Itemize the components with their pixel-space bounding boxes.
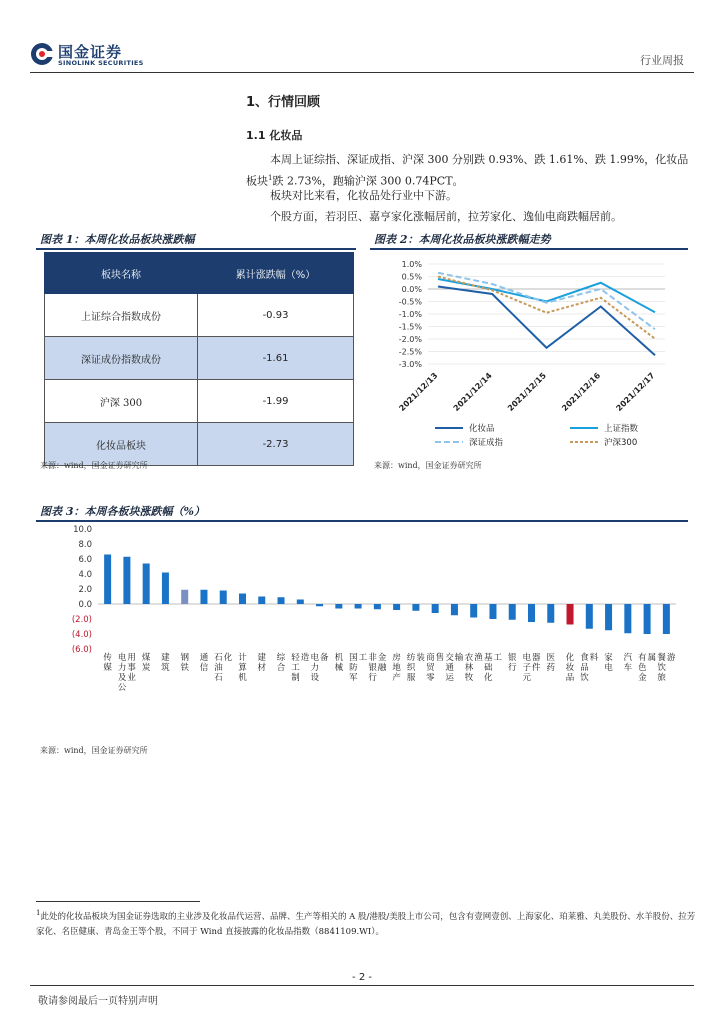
bar-chart-category-label: 有色金属 (638, 653, 657, 683)
bar-chart-category-label: 机械 (334, 653, 344, 673)
line-chart-ytick-label: -1.0% (398, 310, 422, 319)
bar-chart-ytick-label: 2.0 (78, 585, 92, 595)
line-chart-series-化妆品 (438, 287, 655, 356)
paragraph-3: 个股方面，若羽臣、嘉亨家化涨幅居前，拉芳家化、逸仙电商跌幅居前。 (270, 210, 622, 223)
para1-part-b: 跌 2.73%，跑输沪深 300 0.74PCT。 (272, 174, 464, 188)
fig1-row-value: -1.99 (198, 380, 354, 423)
line-chart-xtick-label: 2021/12/16 (560, 371, 603, 414)
paragraph-2: 板块对比来看，化妆品处行业中下游。 (270, 189, 457, 202)
fig2-source: 来源：wind，国金证券研究所 (374, 461, 482, 470)
line-chart-xtick-label: 2021/12/14 (451, 371, 494, 414)
bar-chart-category-label: 纺织服装 (406, 653, 425, 683)
fig1-title: 图表 1：本周化妆品板块涨跌幅 (40, 233, 195, 246)
line-chart-xtick-label: 2021/12/15 (505, 371, 548, 414)
bar-chart-category-label: 通信 (199, 653, 209, 673)
para1-part-a: 本周上证综指、深证成指、沪深 300 分别跌 0.93%、跌 1.61%、跌 1.99%，化妆品板块 (246, 153, 689, 188)
fig1-row-name: 沪深 300 (45, 380, 198, 423)
bar-chart-ytick-label: 6.0 (78, 555, 92, 565)
bar-chart-category-label: 房地产 (392, 653, 401, 683)
disclaimer: 敬请参阅最后一页特别声明 (38, 996, 158, 1007)
bar-chart-category-label: 国防军工 (349, 653, 368, 683)
fig1-row-name: 深证成份指数成份 (45, 337, 198, 380)
bar-chart-bar-医药 (547, 604, 554, 623)
bar-chart-bar-商贸零售 (432, 604, 439, 613)
bar-chart-category-label: 钢铁 (180, 653, 189, 673)
bar-chart-category-label: 建材 (257, 653, 267, 673)
report-type: 行业周报 (640, 54, 684, 67)
footnote-ref: 1 (268, 174, 273, 182)
bar-chart-category-label: 医药 (546, 653, 556, 673)
line-chart-legend-label: 化妆品 (469, 424, 495, 434)
bar-chart-bar-房地产 (393, 604, 400, 610)
fig3-source: 来源：wind，国金证券研究所 (40, 746, 148, 755)
fig1-title-rule (36, 248, 356, 250)
bar-chart-bar-电力及公用事业 (123, 557, 130, 604)
bar-chart-bar-电力设备 (316, 604, 323, 606)
line-chart-series-上证指数 (438, 279, 655, 312)
line-chart (370, 252, 688, 452)
line-chart-ytick-label: 0.0% (401, 285, 422, 294)
bar-chart-bar-银行 (509, 604, 516, 620)
footnote (36, 906, 696, 940)
bar-chart-bar-钢铁 (181, 590, 188, 604)
bar-chart-bar-汽车 (624, 604, 631, 633)
bar-chart-ytick-label: 0.0 (78, 600, 92, 610)
bar-chart (36, 522, 688, 732)
footnote-mark: 1 (36, 909, 41, 917)
bar-chart-category-label: 电子元器件 (522, 653, 541, 683)
bar-chart-category-label: 电力设备 (310, 653, 329, 683)
bar-chart-bar-机械 (335, 604, 342, 609)
bar-chart-category-label: 农林牧渔 (464, 653, 483, 683)
bar-chart-category-label: 电力及公用事业 (117, 653, 136, 693)
line-chart-ytick-label: -3.0% (398, 360, 422, 369)
bar-chart-bar-化妆品 (567, 604, 574, 624)
fig1-header-name: 板块名称 (45, 253, 198, 294)
fig1-source: 来源：wind，国金证券研究所 (40, 461, 148, 470)
line-chart-xtick-label: 2021/12/13 (397, 371, 440, 414)
line-chart-legend-label: 上证指数 (604, 424, 639, 434)
line-chart-legend-label: 深证成指 (469, 438, 504, 448)
bar-chart-bar-电子元器件 (528, 604, 535, 622)
bar-chart-category-label: 餐饮旅游 (657, 653, 676, 683)
bar-chart-category-label: 交通运输 (445, 653, 464, 683)
bar-chart-bar-煤炭 (143, 564, 150, 605)
fig1-row-value: -1.61 (198, 337, 354, 380)
bar-chart-category-label: 银行 (507, 653, 517, 673)
bar-chart-bar-综合 (278, 597, 285, 604)
section-subtitle: 1.1 化妆品 (246, 129, 303, 142)
bar-chart-bar-餐饮旅游 (663, 604, 670, 634)
bar-chart-bar-通信 (200, 590, 207, 604)
bar-chart-bar-有色金属 (644, 604, 651, 634)
bar-chart-ytick-label: (6.0) (71, 645, 92, 655)
bar-chart-bar-交通运输 (451, 604, 458, 615)
bar-chart-bar-建筑 (162, 573, 169, 605)
bar-chart-bar-计算机 (239, 594, 246, 605)
bar-chart-category-label: 非银行金融 (368, 653, 387, 683)
bar-chart-category-label: 食品饮料 (580, 653, 599, 683)
bar-chart-bar-国防军工 (355, 604, 362, 609)
header-divider (30, 72, 694, 73)
logo-cn-text: 国金证券 (58, 43, 123, 61)
bar-chart-bar-基础化工 (489, 604, 496, 619)
bar-chart-category-label: 汽车 (623, 653, 633, 673)
fig1-row-name: 化妆品板块 (45, 423, 198, 466)
line-chart-ytick-label: -2.0% (398, 335, 422, 344)
fig3-title: 图表 3：本周各板块涨跌幅（%） (40, 505, 205, 518)
bar-chart-category-label: 商贸零售 (426, 653, 445, 683)
bar-chart-category-label: 计算机 (238, 653, 247, 683)
bar-chart-category-label: 家电 (604, 653, 613, 673)
bar-chart-category-label: 煤炭 (141, 653, 151, 673)
line-chart-ytick-label: -0.5% (398, 297, 422, 307)
bar-chart-ytick-label: 8.0 (78, 540, 92, 550)
fig1-row-name: 上证综合指数成份 (45, 294, 198, 337)
section-title: 1、行情回顾 (246, 95, 321, 110)
bar-chart-ytick-label: 4.0 (78, 570, 92, 580)
bar-chart-category-label: 综合 (276, 653, 286, 673)
line-chart-legend-label: 沪深300 (604, 438, 638, 448)
footer-divider (30, 985, 694, 986)
bar-chart-category-label: 基础化工 (483, 653, 502, 683)
bar-chart-ytick-label: (4.0) (71, 630, 92, 640)
bar-chart-ytick-label: (2.0) (71, 615, 92, 625)
bar-chart-bar-石油石化 (220, 591, 227, 605)
bar-chart-bar-农林牧渔 (470, 604, 477, 618)
fig1-row-value: -0.93 (198, 294, 354, 337)
fig1-header-value: 累计涨跌幅（%） (198, 253, 354, 294)
bar-chart-ytick-label: 10.0 (73, 525, 92, 535)
sinolink-logo-icon (30, 42, 54, 66)
fig2-title: 图表 2：本周化妆品板块涨跌幅走势 (374, 233, 551, 246)
bar-chart-category-label: 石油石化 (214, 653, 233, 683)
bar-chart-category-label: 轻工制造 (291, 653, 310, 683)
paragraph-1 (246, 151, 696, 191)
bar-chart-bar-食品饮料 (586, 604, 593, 629)
bar-chart-bar-纺织服装 (412, 604, 419, 611)
bar-chart-category-label: 传媒 (103, 653, 112, 673)
bar-chart-category-label: 建筑 (161, 653, 170, 673)
line-chart-ytick-label: -2.5% (398, 347, 422, 357)
bar-chart-bar-轻工制造 (297, 600, 304, 605)
footnote-text: 此处的化妆品板块为国金证券选取的主业涉及化妆品代运营、品牌、生产等相关的 A 股/港股/美股上市公司，包含有壹网壹创、上海家化、珀莱雅、丸美股份、水羊股份、拉芳家化、名臣健康、青岛金王等个股，不同于 Wind 直接披露的化妆品指数（8841109.WI）。 (36, 911, 696, 937)
logo-en-text: SINOLINK SECURITIES (58, 59, 144, 67)
page-number: - 2 - (352, 972, 372, 983)
bar-chart-category-label: 化妆品 (565, 653, 575, 683)
fig1-row-value: -2.73 (198, 423, 354, 466)
bar-chart-bar-家电 (605, 604, 612, 630)
line-chart-xtick-label: 2021/12/17 (614, 371, 657, 414)
bar-chart-bar-建材 (258, 597, 265, 605)
line-chart-ytick-label: 0.5% (401, 272, 422, 282)
bar-chart-bar-传媒 (104, 555, 111, 605)
line-chart-ytick-label: -1.5% (398, 322, 422, 332)
fig2-title-rule (370, 248, 688, 250)
line-chart-ytick-label: 1.0% (401, 260, 422, 269)
bar-chart-bar-非银行金融 (374, 604, 381, 609)
footnote-divider (36, 901, 200, 902)
fig1-table (44, 252, 354, 466)
